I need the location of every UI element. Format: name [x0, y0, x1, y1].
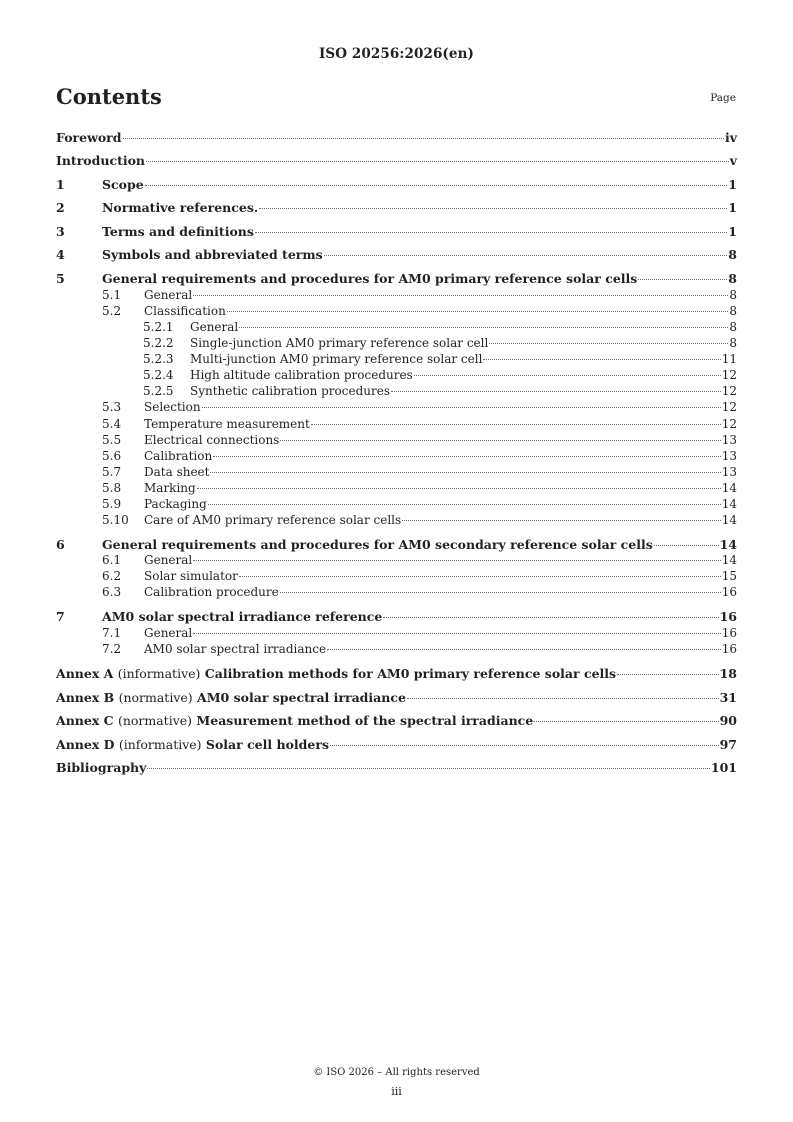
annex-title: Measurement method of the spectral irradiance [196, 713, 534, 728]
toc-entry-7-2[interactable] [56, 642, 737, 656]
toc-page: 16 [721, 626, 737, 640]
toc-leader [123, 138, 724, 139]
toc-title: Data sheet [144, 465, 210, 479]
toc-page: 14 [721, 497, 737, 511]
toc-entry-5-1[interactable] [56, 288, 737, 302]
toc-number: 5.9 [102, 497, 122, 511]
toc-title: High altitude calibration procedures [190, 368, 413, 382]
toc-entry-annex-a[interactable] [56, 666, 737, 681]
toc-leader [259, 208, 727, 209]
annex-label: Annex C [56, 713, 114, 728]
toc-leader [193, 560, 720, 561]
toc-number: 3 [56, 224, 65, 239]
copyright-notice: © ISO 2026 – All rights reserved [313, 1067, 480, 1078]
toc-page: 8 [728, 271, 737, 286]
toc-title: AM0 solar spectral irradiance reference [102, 609, 383, 624]
toc-entry-5-8[interactable] [56, 481, 737, 495]
toc-title: Single-junction AM0 primary reference solar cell [190, 336, 489, 350]
toc-leader [208, 504, 721, 505]
toc-title: Temperature measurement [144, 417, 310, 431]
toc-leader [239, 576, 721, 577]
toc-entry-6-1[interactable] [56, 553, 737, 567]
contents-title: Contents [56, 84, 162, 109]
toc-title: Care of AM0 primary reference solar cells [144, 513, 402, 527]
toc-page: 97 [719, 737, 737, 752]
toc-page: 1 [728, 224, 737, 239]
toc-number: 6 [56, 537, 65, 552]
toc-entry-5-2-1[interactable] [56, 320, 737, 334]
toc-title: Terms and definitions [102, 224, 254, 239]
toc-page: 12 [721, 368, 737, 382]
annex-kind: (informative) [118, 737, 202, 752]
toc-entry-6[interactable] [56, 537, 737, 552]
toc-leader [255, 232, 727, 233]
toc-page: 13 [721, 465, 737, 479]
annex-title: Calibration methods for AM0 primary reference solar cells [204, 666, 617, 681]
toc-title: Synthetic calibration procedures [190, 384, 390, 398]
toc-number: 5.7 [102, 465, 122, 479]
toc-leader [391, 391, 721, 392]
toc-number: 7.2 [102, 642, 122, 656]
page-number: iii [391, 1085, 402, 1098]
toc-entry-foreword[interactable] [56, 130, 737, 145]
toc-title: Electrical connections [144, 433, 280, 447]
toc-entry-5-3[interactable] [56, 400, 737, 414]
toc-title: Bibliography [56, 760, 147, 775]
toc-entry-5-2-3[interactable] [56, 352, 737, 366]
toc-number: 4 [56, 247, 65, 262]
toc-number: 5.2 [102, 304, 122, 318]
toc-entry-bibliography[interactable] [56, 760, 737, 775]
annex-kind: (informative) [117, 666, 201, 681]
toc-page: 8 [729, 304, 737, 318]
toc-entry-introduction[interactable] [56, 153, 737, 168]
toc-entry-5-5[interactable] [56, 433, 737, 447]
toc-number: 5.6 [102, 449, 122, 463]
toc-page: 101 [710, 760, 737, 775]
toc-number: 1 [56, 177, 65, 192]
toc-leader [210, 472, 720, 473]
toc-number: 5.2.4 [143, 368, 174, 382]
toc-title: General requirements and procedures for AM0 secondary reference solar cells [102, 537, 653, 552]
toc-page: 16 [721, 642, 737, 656]
toc-title: Multi-junction AM0 primary reference solar cell [190, 352, 483, 366]
toc-leader [638, 279, 727, 280]
toc-entry-5-2[interactable] [56, 304, 737, 318]
annex-title: AM0 solar spectral irradiance [197, 690, 406, 705]
toc-number: 5.2.5 [143, 384, 174, 398]
toc-leader [617, 674, 719, 675]
toc-entry-annex-c[interactable] [56, 713, 737, 728]
toc-entry-5-10[interactable] [56, 513, 737, 527]
toc-number: 5.2.1 [143, 320, 174, 334]
toc-title: Symbols and abbreviated terms [102, 247, 323, 262]
toc-title: General [144, 626, 193, 640]
toc-title: Solar simulator [144, 569, 238, 583]
toc-leader [489, 343, 728, 344]
annex-label: Annex B [56, 690, 115, 705]
toc-entry-5-2-4[interactable] [56, 368, 737, 382]
toc-number: 7.1 [102, 626, 122, 640]
toc-leader [311, 424, 721, 425]
toc-page: 12 [721, 400, 737, 414]
toc-number: 5.1 [102, 288, 122, 302]
annex-kind: (normative) [118, 690, 193, 705]
toc-number: 5.10 [102, 513, 129, 527]
toc-leader [330, 745, 719, 746]
toc-page: v [729, 153, 737, 168]
toc-page: 8 [729, 336, 737, 350]
toc-number: 5.5 [102, 433, 122, 447]
toc-number: 6.1 [102, 553, 122, 567]
toc-page: 1 [728, 177, 737, 192]
toc-page: 14 [721, 553, 737, 567]
toc-number: 7 [56, 609, 65, 624]
toc-number: 5 [56, 271, 65, 286]
toc-title: Normative references. [102, 200, 259, 215]
toc-leader [146, 161, 729, 162]
toc-entry-5-2-2[interactable] [56, 336, 737, 350]
toc-page: 14 [721, 513, 737, 527]
toc-entry-5-6[interactable] [56, 449, 737, 463]
toc-leader [383, 617, 718, 618]
toc-leader [483, 359, 720, 360]
toc-page: 13 [721, 449, 737, 463]
toc-leader [402, 520, 721, 521]
toc-leader [280, 440, 720, 441]
toc-leader [145, 185, 728, 186]
toc-title: AM0 solar spectral irradiance [144, 642, 327, 656]
toc-page: 18 [719, 666, 737, 681]
toc-leader [324, 255, 728, 256]
toc-entry-5-9[interactable] [56, 497, 737, 511]
toc-entry-4[interactable] [56, 247, 737, 262]
toc-entry-6-3[interactable] [56, 585, 737, 599]
toc-title: Scope [102, 177, 144, 192]
toc-number: 5.2.2 [143, 336, 174, 350]
annex-title: Solar cell holders [205, 737, 329, 752]
toc-page: 90 [719, 713, 737, 728]
toc-number: 2 [56, 200, 65, 215]
toc-page: 12 [721, 384, 737, 398]
toc-page: 14 [721, 481, 737, 495]
toc-entry-7-1[interactable] [56, 626, 737, 640]
toc-page: 16 [721, 585, 737, 599]
toc-page: iv [724, 130, 737, 145]
toc-page: 12 [721, 417, 737, 431]
toc-leader [197, 488, 721, 489]
toc-entry-1[interactable] [56, 177, 737, 192]
toc-number: 5.2.3 [143, 352, 174, 366]
toc-leader [227, 311, 729, 312]
toc-entry-annex-d[interactable] [56, 737, 737, 752]
toc-page: 13 [721, 433, 737, 447]
toc-leader [407, 698, 719, 699]
toc-leader [193, 633, 720, 634]
toc-number: 5.4 [102, 417, 122, 431]
toc-title: Classification [144, 304, 226, 318]
toc-leader [280, 592, 721, 593]
toc-leader [327, 649, 721, 650]
document-id-header: ISO 20256:2026(en) [318, 46, 475, 62]
annex-label: Annex A [56, 666, 114, 681]
page-column-label: Page [710, 92, 736, 104]
toc-leader [147, 768, 710, 769]
toc-entry-7[interactable] [56, 609, 737, 624]
toc-leader [239, 327, 728, 328]
toc-number: 5.3 [102, 400, 122, 414]
toc-title: Introduction [56, 153, 146, 168]
toc-entry-6-2[interactable] [56, 569, 737, 583]
toc-leader [193, 295, 728, 296]
toc-page: 14 [719, 537, 737, 552]
toc-title: General [190, 320, 239, 334]
toc-entry-5-2-5[interactable] [56, 384, 737, 398]
toc-page: 8 [729, 288, 737, 302]
toc-title: General [144, 553, 193, 567]
toc-page: 8 [728, 247, 737, 262]
toc-leader [654, 545, 719, 546]
toc-entry-annex-b[interactable] [56, 690, 737, 705]
toc-title: Packaging [144, 497, 207, 511]
toc-title: Calibration [144, 449, 213, 463]
toc-title: Selection [144, 400, 201, 414]
toc-title: General [144, 288, 193, 302]
toc-title: Marking [144, 481, 196, 495]
toc-page: 16 [719, 609, 737, 624]
toc-number: 5.8 [102, 481, 122, 495]
toc-title: Foreword [56, 130, 122, 145]
toc-page: 8 [729, 320, 737, 334]
toc-entry-5-7[interactable] [56, 465, 737, 479]
toc-entry-5[interactable] [56, 271, 737, 286]
toc-entry-2[interactable] [56, 200, 737, 215]
toc-leader [202, 407, 721, 408]
toc-page: 1 [728, 200, 737, 215]
toc-number: 6.3 [102, 585, 122, 599]
toc-leader [534, 721, 718, 722]
annex-kind: (normative) [117, 713, 193, 728]
toc-entry-5-4[interactable] [56, 417, 737, 431]
toc-title: General requirements and procedures for AM0 primary reference solar cells [102, 271, 638, 286]
toc-entry-3[interactable] [56, 224, 737, 239]
toc-page: 31 [719, 690, 737, 705]
toc-page: 15 [721, 569, 737, 583]
toc-leader [213, 456, 721, 457]
toc-number: 6.2 [102, 569, 122, 583]
toc-title: Calibration procedure [144, 585, 279, 599]
annex-label: Annex D [56, 737, 115, 752]
toc-leader [414, 375, 721, 376]
toc-page: 11 [721, 352, 737, 366]
